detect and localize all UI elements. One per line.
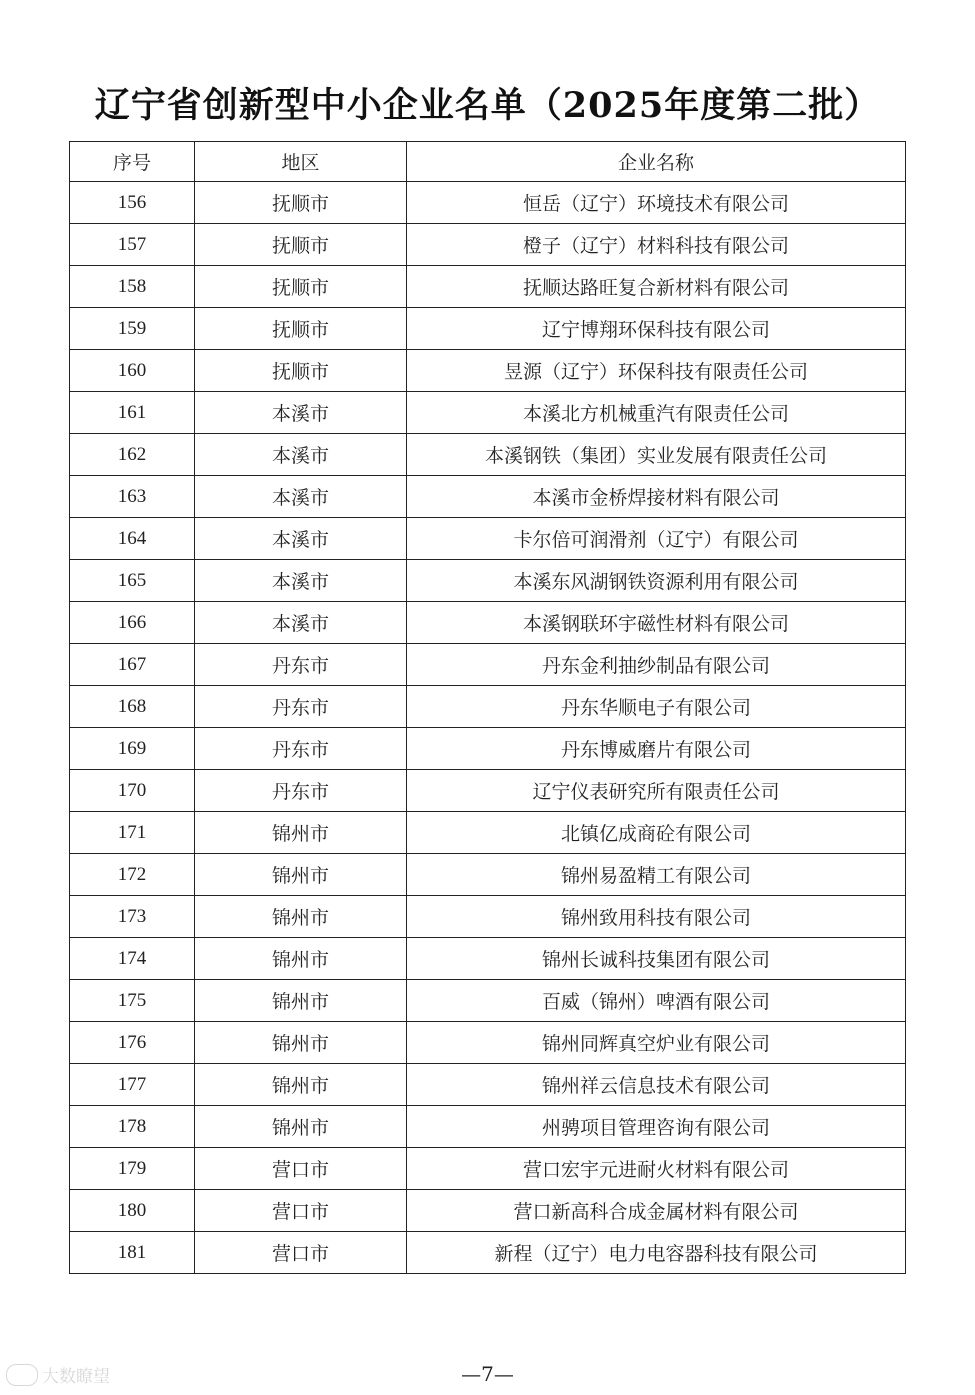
page-title: 辽宁省创新型中小企业名单（2025年度第二批） xyxy=(94,85,881,126)
table-row xyxy=(70,770,906,812)
cell-serial: 169 xyxy=(70,728,195,770)
cell-serial: 157 xyxy=(70,224,195,266)
cell-company-name: 州骋项目管理咨询有限公司 xyxy=(407,1106,906,1148)
cell-region: 本溪市 xyxy=(195,434,407,476)
cell-serial: 161 xyxy=(70,392,195,434)
cell-company-name: 丹东博威磨片有限公司 xyxy=(407,728,906,770)
cell-serial: 160 xyxy=(70,350,195,392)
table-row xyxy=(70,854,906,896)
cell-company-name: 本溪钢联环宇磁性材料有限公司 xyxy=(407,602,906,644)
cell-company-name: 卡尔倍可润滑剂（辽宁）有限公司 xyxy=(407,518,906,560)
cell-serial: 175 xyxy=(70,980,195,1022)
cell-serial: 158 xyxy=(70,266,195,308)
enterprise-table xyxy=(69,141,906,1274)
table-row xyxy=(70,602,906,644)
table-row xyxy=(70,1190,906,1232)
cell-region: 抚顺市 xyxy=(195,182,407,224)
table-row xyxy=(70,980,906,1022)
cell-serial: 164 xyxy=(70,518,195,560)
cell-region: 丹东市 xyxy=(195,686,407,728)
watermark xyxy=(6,1362,110,1387)
cell-region: 抚顺市 xyxy=(195,224,407,266)
cell-region: 锦州市 xyxy=(195,812,407,854)
cell-region: 锦州市 xyxy=(195,1022,407,1064)
cell-serial: 178 xyxy=(70,1106,195,1148)
cell-serial: 181 xyxy=(70,1232,195,1274)
cell-company-name: 本溪东风湖钢铁资源利用有限公司 xyxy=(407,560,906,602)
table-row xyxy=(70,182,906,224)
cell-company-name: 丹东金利抽纱制品有限公司 xyxy=(407,644,906,686)
cell-region: 锦州市 xyxy=(195,854,407,896)
cell-region: 营口市 xyxy=(195,1232,407,1274)
cell-company-name: 锦州致用科技有限公司 xyxy=(407,896,906,938)
header-serial: 序号 xyxy=(70,142,195,182)
cell-region: 本溪市 xyxy=(195,518,407,560)
cell-serial: 170 xyxy=(70,770,195,812)
cell-serial: 180 xyxy=(70,1190,195,1232)
table-row xyxy=(70,938,906,980)
table-row xyxy=(70,350,906,392)
cell-region: 丹东市 xyxy=(195,644,407,686)
cell-region: 锦州市 xyxy=(195,1064,407,1106)
cell-region: 锦州市 xyxy=(195,938,407,980)
cell-serial: 174 xyxy=(70,938,195,980)
cell-region: 抚顺市 xyxy=(195,266,407,308)
table-row xyxy=(70,392,906,434)
watermark-logo-icon xyxy=(6,1364,38,1386)
table-row xyxy=(70,1022,906,1064)
table-row xyxy=(70,224,906,266)
table-row xyxy=(70,476,906,518)
cell-region: 锦州市 xyxy=(195,1106,407,1148)
cell-serial: 171 xyxy=(70,812,195,854)
cell-company-name: 本溪市金桥焊接材料有限公司 xyxy=(407,476,906,518)
table-header-row xyxy=(70,142,906,182)
cell-region: 抚顺市 xyxy=(195,308,407,350)
cell-company-name: 橙子（辽宁）材料科技有限公司 xyxy=(407,224,906,266)
table-row xyxy=(70,560,906,602)
table-row xyxy=(70,1148,906,1190)
cell-company-name: 抚顺达路旺复合新材料有限公司 xyxy=(407,266,906,308)
cell-serial: 179 xyxy=(70,1148,195,1190)
cell-region: 抚顺市 xyxy=(195,350,407,392)
cell-company-name: 锦州祥云信息技术有限公司 xyxy=(407,1064,906,1106)
cell-serial: 168 xyxy=(70,686,195,728)
cell-company-name: 本溪钢铁（集团）实业发展有限责任公司 xyxy=(407,434,906,476)
cell-serial: 172 xyxy=(70,854,195,896)
cell-region: 丹东市 xyxy=(195,770,407,812)
cell-serial: 162 xyxy=(70,434,195,476)
cell-company-name: 新程（辽宁）电力电容器科技有限公司 xyxy=(407,1232,906,1274)
table-row xyxy=(70,728,906,770)
cell-company-name: 营口新高科合成金属材料有限公司 xyxy=(407,1190,906,1232)
cell-serial: 177 xyxy=(70,1064,195,1106)
cell-serial: 163 xyxy=(70,476,195,518)
cell-region: 本溪市 xyxy=(195,392,407,434)
cell-company-name: 百威（锦州）啤酒有限公司 xyxy=(407,980,906,1022)
cell-company-name: 营口宏宇元进耐火材料有限公司 xyxy=(407,1148,906,1190)
table-row xyxy=(70,1064,906,1106)
cell-company-name: 本溪北方机械重汽有限责任公司 xyxy=(407,392,906,434)
table-row xyxy=(70,812,906,854)
table-row xyxy=(70,434,906,476)
header-region: 地区 xyxy=(195,142,407,182)
table-row xyxy=(70,308,906,350)
cell-company-name: 辽宁仪表研究所有限责任公司 xyxy=(407,770,906,812)
table-row xyxy=(70,518,906,560)
header-company-name: 企业名称 xyxy=(407,142,906,182)
cell-company-name: 锦州易盈精工有限公司 xyxy=(407,854,906,896)
cell-region: 本溪市 xyxy=(195,602,407,644)
cell-serial: 156 xyxy=(70,182,195,224)
cell-company-name: 丹东华顺电子有限公司 xyxy=(407,686,906,728)
cell-region: 本溪市 xyxy=(195,560,407,602)
cell-region: 营口市 xyxy=(195,1148,407,1190)
table-row xyxy=(70,644,906,686)
table-row xyxy=(70,266,906,308)
cell-region: 丹东市 xyxy=(195,728,407,770)
page-number: —7— xyxy=(461,1362,514,1386)
cell-company-name: 辽宁博翔环保科技有限公司 xyxy=(407,308,906,350)
cell-company-name: 昱源（辽宁）环保科技有限责任公司 xyxy=(407,350,906,392)
cell-company-name: 恒岳（辽宁）环境技术有限公司 xyxy=(407,182,906,224)
cell-region: 营口市 xyxy=(195,1190,407,1232)
cell-company-name: 北镇亿成商砼有限公司 xyxy=(407,812,906,854)
cell-company-name: 锦州同辉真空炉业有限公司 xyxy=(407,1022,906,1064)
cell-serial: 166 xyxy=(70,602,195,644)
table-row xyxy=(70,1232,906,1274)
watermark-text: 大数瞭望 xyxy=(42,1367,110,1387)
table-row xyxy=(70,1106,906,1148)
cell-company-name: 锦州长诚科技集团有限公司 xyxy=(407,938,906,980)
table-row xyxy=(70,686,906,728)
cell-serial: 176 xyxy=(70,1022,195,1064)
cell-region: 本溪市 xyxy=(195,476,407,518)
cell-serial: 159 xyxy=(70,308,195,350)
cell-serial: 167 xyxy=(70,644,195,686)
cell-region: 锦州市 xyxy=(195,980,407,1022)
cell-serial: 173 xyxy=(70,896,195,938)
table-row xyxy=(70,896,906,938)
cell-region: 锦州市 xyxy=(195,896,407,938)
cell-serial: 165 xyxy=(70,560,195,602)
